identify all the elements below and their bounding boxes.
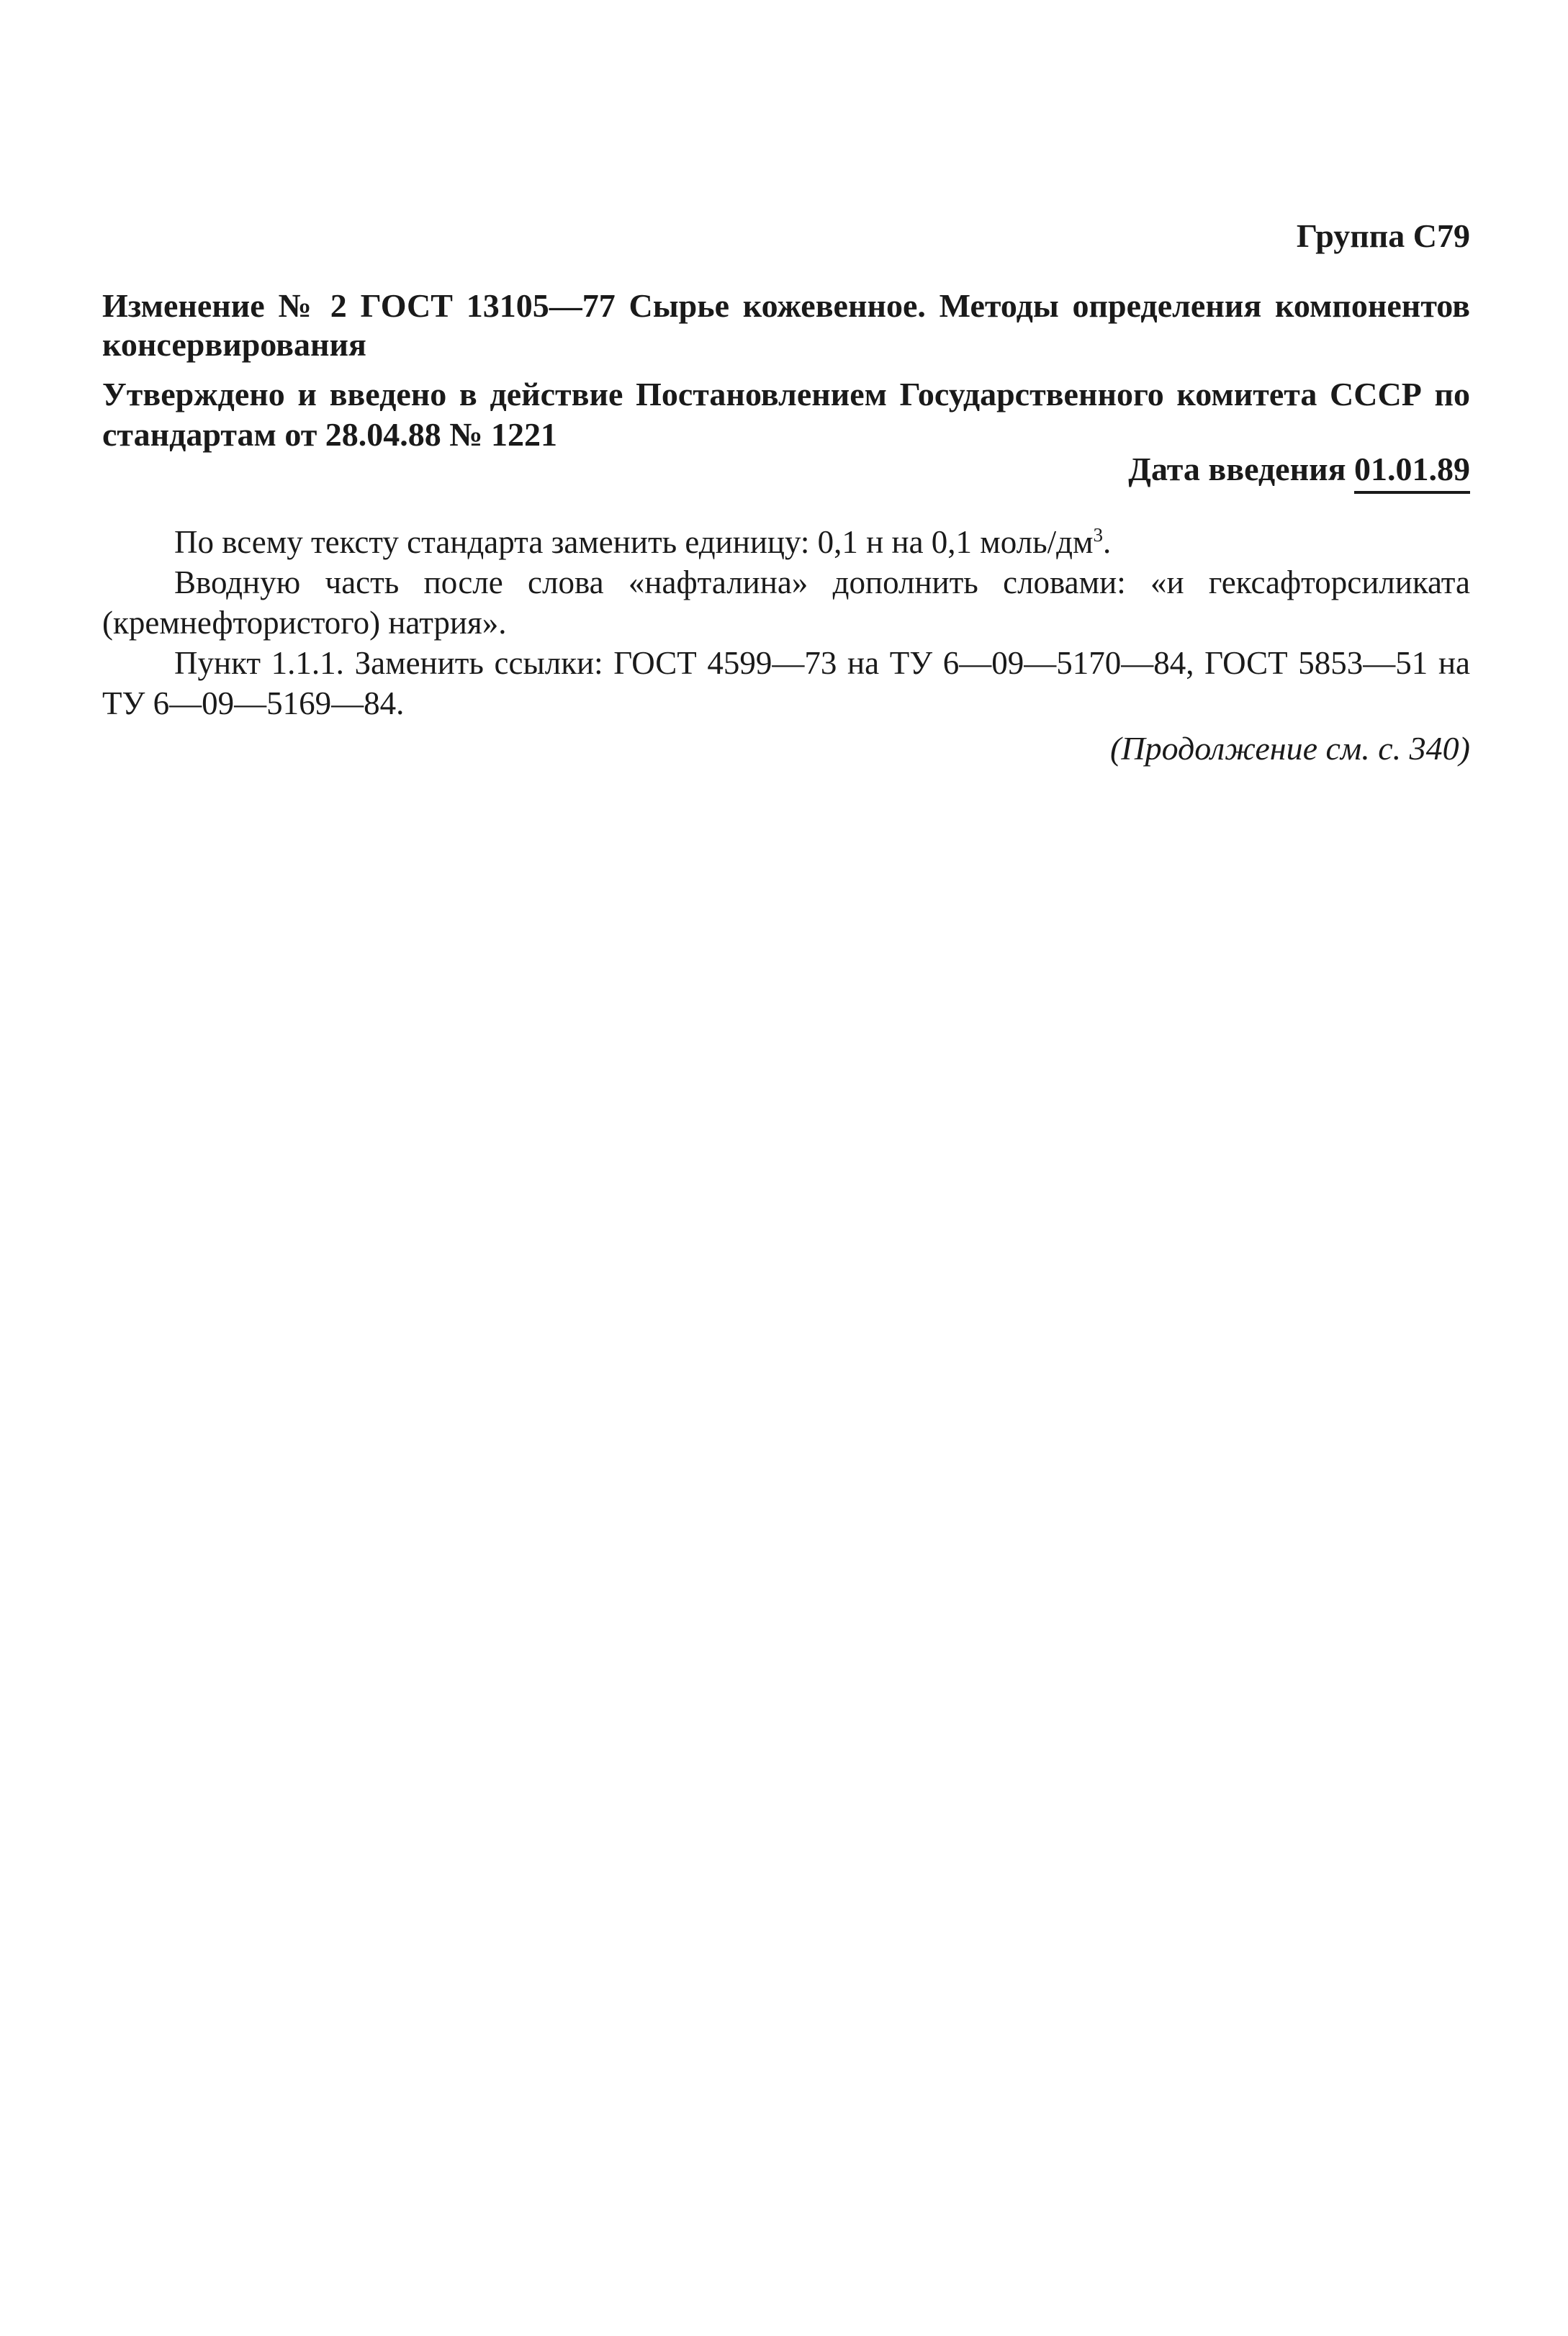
amendment-text xyxy=(102,522,1470,723)
paragraph-item-1-1-1: Пункт 1.1.1. Заменить ссылки: ГОСТ 4599—73 на ТУ 6—09—5170—84, ГОСТ 5853—51 на ТУ 6—09—5169—84. xyxy=(102,645,1470,721)
paragraph-units xyxy=(102,522,1470,562)
paragraph-units-end: . xyxy=(1103,524,1112,560)
superscript-3: 3 xyxy=(1093,524,1104,546)
paragraph-intro-part: Вводную часть после слова «нафталина» дополнить словами: «и гексафторсиликата (кремнефтористого) натрия». xyxy=(102,564,1470,641)
group-label: Группа С79 xyxy=(1296,217,1470,254)
document-title: Изменение № 2 ГОСТ 13105—77 Сырье кожевенное. Методы определения компонентов консервирования xyxy=(102,287,1470,363)
introduction-date-label: Дата введения xyxy=(1128,451,1346,487)
document-page xyxy=(102,0,1470,2336)
introduction-date xyxy=(1128,448,1470,494)
introduction-date-value: 01.01.89 xyxy=(1354,449,1470,494)
continuation-note: (Продолжение см. с. 340) xyxy=(1110,730,1470,767)
approval-statement: Утверждено и введено в действие Постановлением Государственного комитета СССР по стандартам от 28.04.88 № 1221 xyxy=(102,376,1470,453)
paragraph-units-text: По всему тексту стандарта заменить единицу: 0,1 н на 0,1 моль/дм xyxy=(174,524,1094,560)
